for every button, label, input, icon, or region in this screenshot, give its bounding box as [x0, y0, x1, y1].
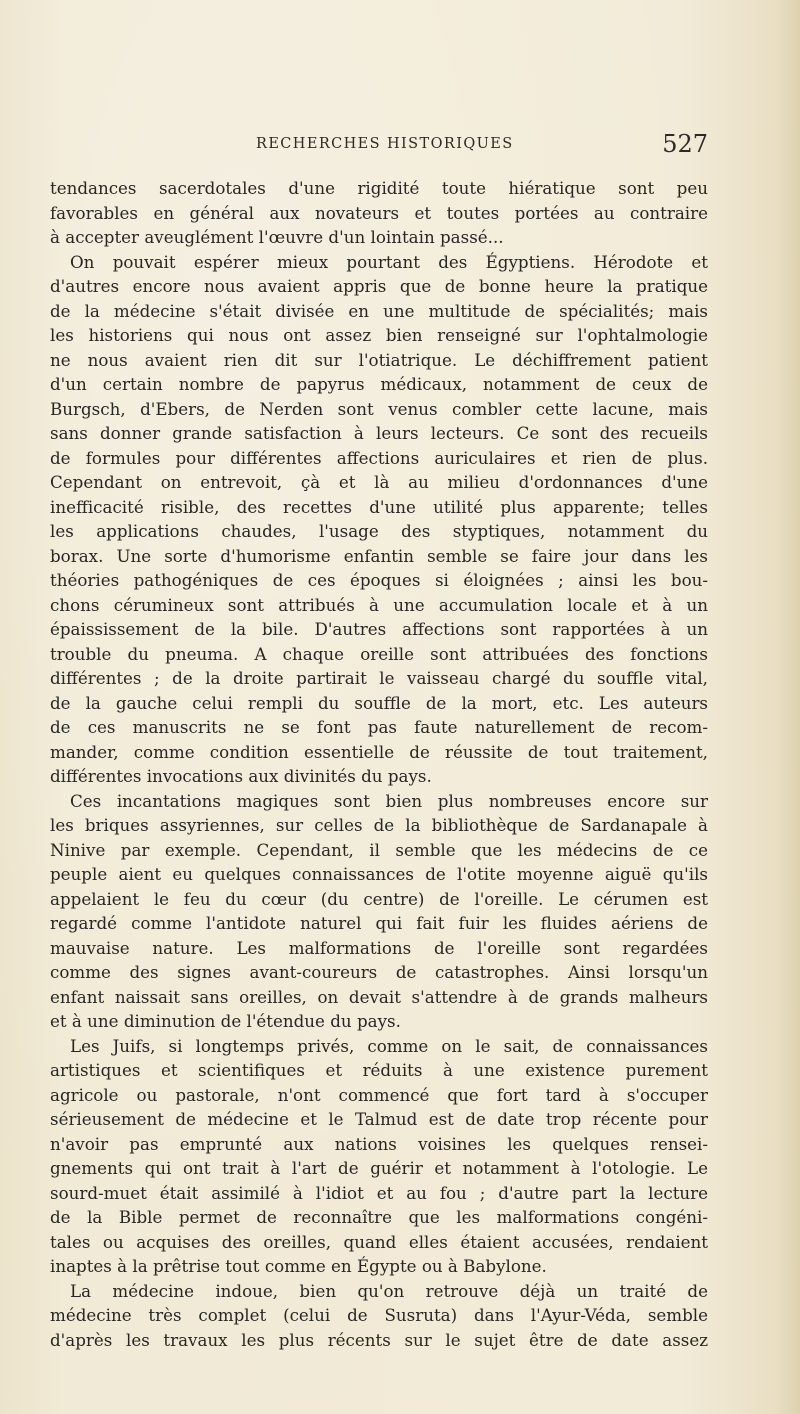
text-line: inaptes à la prêtrise tout comme en Égypte ou à Babylone.: [50, 1256, 547, 1276]
text-line: Ninive par exemple. Cependant, il semble que les médecins de ce: [50, 839, 708, 860]
text-line: mauvaise nature. Les malformations de l'oreille sont regardées: [50, 937, 708, 958]
text-line: d'un certain nombre de papyrus médicaux, notamment de ceux de: [50, 374, 708, 394]
text-line: trouble du pneuma. A chaque oreille sont attribuées des fonctions: [50, 643, 708, 664]
text-line: inefficacité risible, des recettes d'une utilité plus apparente; telles: [50, 496, 708, 517]
text-line: appelaient le feu du cœur (du centre) de l'oreille. Le cérumen est: [50, 888, 708, 909]
text-line: théories pathogéniques de ces époques si éloignées ; ainsi les bou-: [50, 570, 708, 590]
text-line: sourd-muet était assimilé à l'idiot et au fou ; d'autre part la lecture: [50, 1182, 708, 1203]
text-line: de la médecine s'était divisée en une multitude de spécialités; mais: [50, 300, 708, 321]
text-line: les applications chaudes, l'usage des styptiques, notamment du: [50, 521, 708, 541]
text-line: Cependant on entrevoit, çà et là au milieu d'ordonnances d'une: [50, 472, 708, 492]
text-line: différentes ; de la droite partirait le vaisseau chargé du souffle vital,: [50, 668, 708, 688]
text-line: différentes invocations aux divinités du pays.: [50, 766, 432, 786]
text-line: peuple aient eu quelques connaissances de l'otite moyenne aiguë qu'ils: [50, 864, 708, 884]
text-line: gnements qui ont trait à l'art de guérir et notamment à l'otologie. Le: [50, 1158, 708, 1178]
text-line: de ces manuscrits ne se font pas faute naturellement de recom-: [50, 717, 708, 737]
text-line: borax. Une sorte d'humorisme enfantin semble se faire jour dans les: [50, 545, 708, 566]
text-line: comme des signes avant-coureurs de catastrophes. Ainsi lorsqu'un: [50, 962, 708, 982]
text-line: agricole ou pastorale, n'ont commencé que fort tard à s'occuper: [50, 1084, 708, 1105]
text-line: de formules pour différentes affections auriculaires et rien de plus.: [50, 447, 708, 468]
text-line: d'autres encore nous avaient appris que de bonne heure la pratique: [50, 276, 708, 296]
text-line: et à une diminution de l'étendue du pays.: [50, 1011, 401, 1031]
text-line: épaississement de la bile. D'autres affections sont rapportées à un: [50, 619, 708, 639]
text-line: ne nous avaient rien dit sur l'otiatrique. Le déchiffrement patient: [50, 349, 708, 370]
text-line: tales ou acquises des oreilles, quand elles étaient accusées, rendaient: [50, 1231, 708, 1252]
text-line: enfant naissait sans oreilles, on devait s'attendre à de grands malheurs: [50, 986, 708, 1007]
text-line: de la Bible permet de reconnaître que les malformations congéni-: [50, 1207, 708, 1227]
text-line: Les Juifs, si longtemps privés, comme on le sait, de connaissances: [70, 1035, 708, 1056]
page-header: [160, 130, 708, 160]
text-line: favorables en général aux novateurs et toutes portées au contraire: [50, 202, 708, 223]
text-line: médecine très complet (celui de Susruta) dans l'Ayur-Véda, semble: [50, 1305, 708, 1325]
text-line: sans donner grande satisfaction à leurs lecteurs. Ce sont des recueils: [50, 423, 708, 443]
text-line: regardé comme l'antidote naturel qui fait fuir les fluides aériens de: [50, 913, 708, 933]
text-line: mander, comme condition essentielle de réussite de tout traitement,: [50, 741, 708, 762]
text-line: chons cérumineux sont attribués à une accumulation locale et à un: [50, 594, 708, 615]
body-text: [50, 176, 708, 1352]
text-line: La médecine indoue, bien qu'on retrouve déjà un traité de: [70, 1280, 708, 1301]
text-line: n'avoir pas emprunté aux nations voisines les quelques rensei-: [50, 1133, 708, 1154]
text-line: On pouvait espérer mieux pourtant des Égyptiens. Hérodote et: [70, 251, 708, 272]
text-line: Burgsch, d'Ebers, de Nerden sont venus combler cette lacune, mais: [50, 398, 708, 419]
text-line: à accepter aveuglément l'œuvre d'un lointain passé...: [50, 227, 504, 247]
text-line: les briques assyriennes, sur celles de la bibliothèque de Sardanapale à: [50, 815, 708, 835]
running-title: RECHERCHES HISTORIQUES: [256, 136, 514, 152]
text-line: Ces incantations magiques sont bien plus nombreuses encore sur: [70, 790, 708, 811]
text-line: artistiques et scientifiques et réduits à une existence purement: [50, 1060, 708, 1080]
text-line: d'après les travaux les plus récents sur le sujet être de date assez: [50, 1329, 708, 1350]
page-number: 527: [662, 130, 708, 158]
text-line: de la gauche celui rempli du souffle de la mort, etc. Les auteurs: [50, 692, 708, 713]
text-line: les historiens qui nous ont assez bien renseigné sur l'ophtalmologie: [50, 325, 708, 345]
text-line: sérieusement de médecine et le Talmud est de date trop récente pour: [50, 1109, 708, 1129]
text-line: tendances sacerdotales d'une rigidité toute hiératique sont peu: [50, 178, 708, 198]
